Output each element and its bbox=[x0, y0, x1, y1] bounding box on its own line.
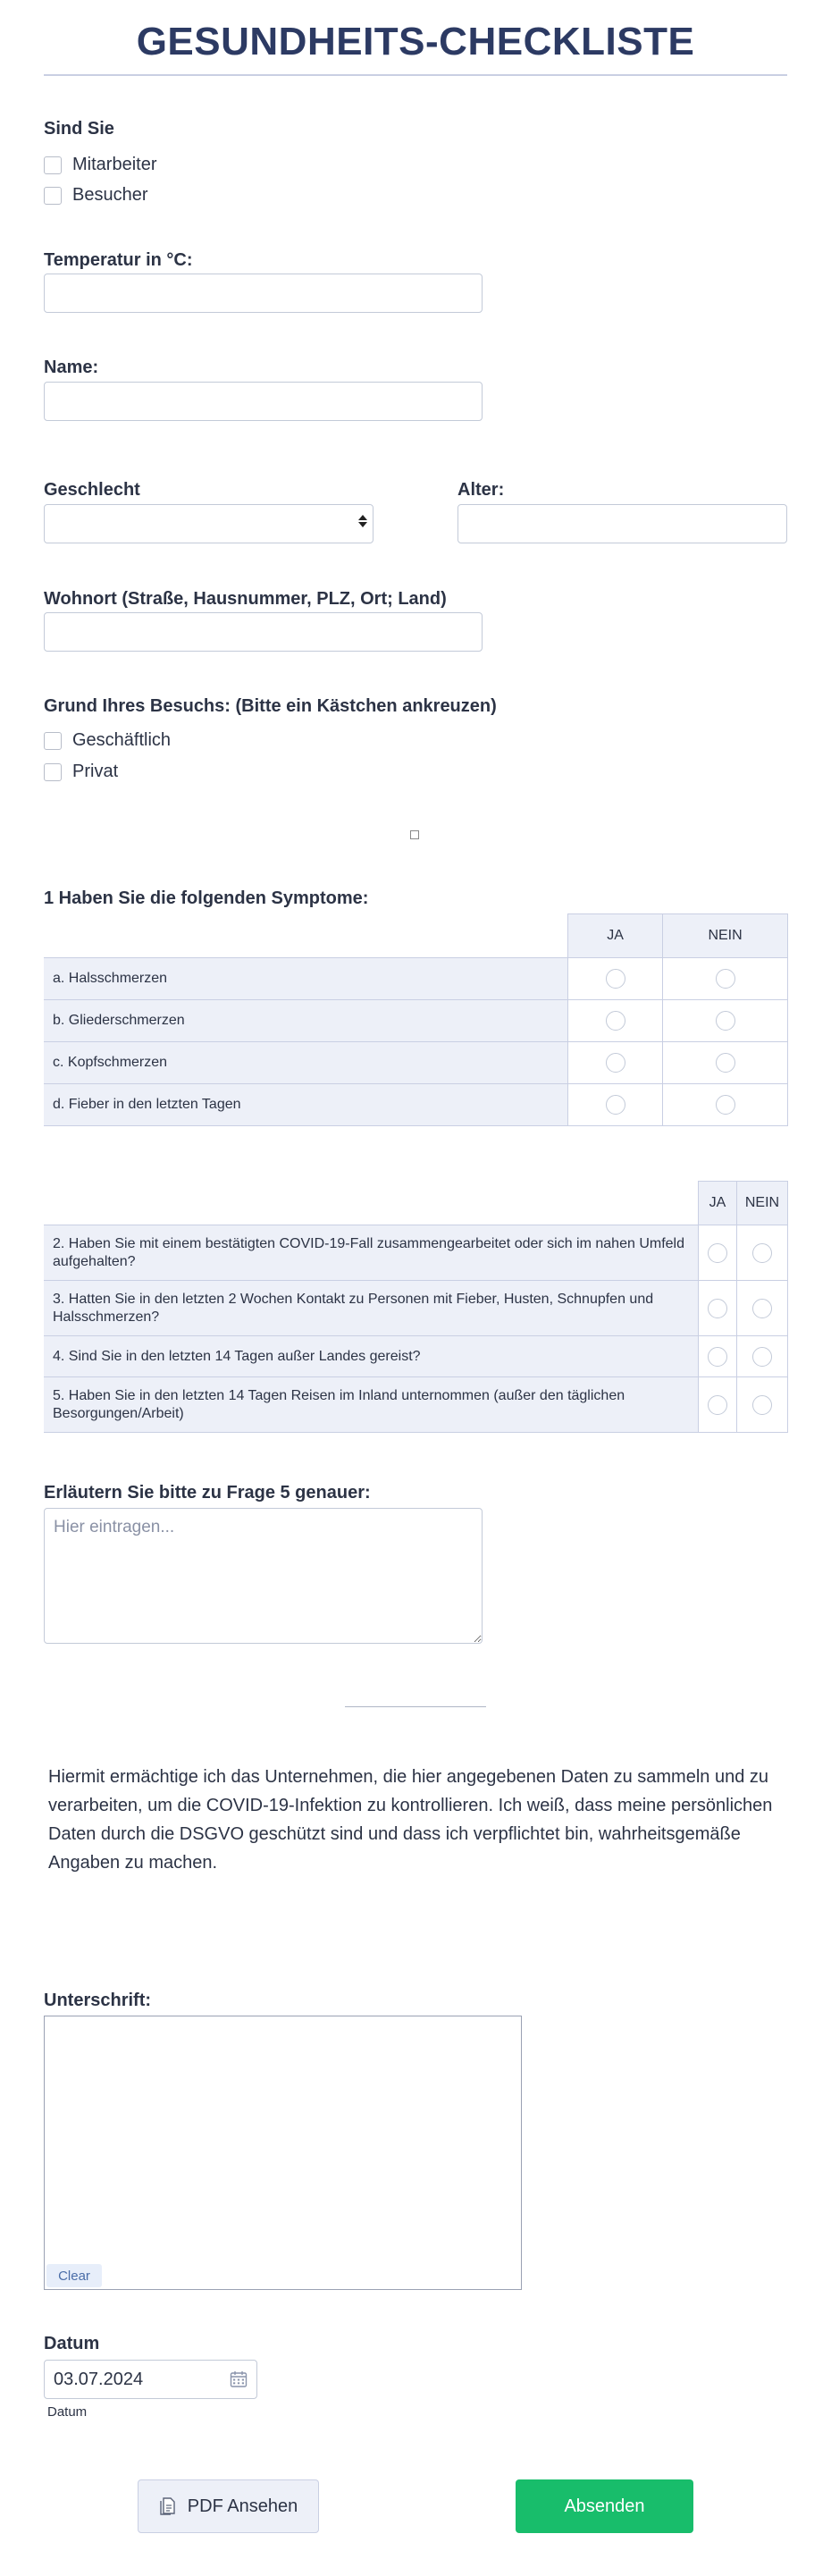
row-label: 4. Sind Sie in den letzten 14 Tagen außer Landes gereist? bbox=[44, 1336, 699, 1377]
pdf-view-button[interactable] bbox=[138, 2479, 319, 2533]
explain-label: Erläutern Sie bitte zu Frage 5 genauer: bbox=[44, 1483, 371, 1503]
option-besucher[interactable] bbox=[44, 185, 148, 206]
temperature-input[interactable] bbox=[44, 274, 483, 313]
checkbox-mitarbeiter[interactable] bbox=[44, 156, 62, 174]
column-header-ja: JA bbox=[568, 914, 663, 958]
option-mitarbeiter-label: Mitarbeiter bbox=[72, 155, 157, 174]
column-header-nein: NEIN bbox=[737, 1182, 788, 1225]
radio-nein[interactable] bbox=[716, 969, 735, 989]
row-label: d. Fieber in den letzten Tagen bbox=[44, 1084, 568, 1126]
reason-label: Grund Ihres Besuchs: (Bitte ein Kästchen ankreuzen) bbox=[44, 696, 497, 716]
radio-ja[interactable] bbox=[708, 1243, 727, 1263]
row-label: b. Gliederschmerzen bbox=[44, 1000, 568, 1042]
matrix-corner bbox=[44, 1182, 699, 1225]
radio-nein[interactable] bbox=[716, 1095, 735, 1115]
matrix-header-row bbox=[44, 1182, 788, 1225]
column-header-ja: JA bbox=[699, 1182, 737, 1225]
signature-label: Unterschrift: bbox=[44, 1991, 152, 2010]
table-row bbox=[44, 1000, 788, 1042]
radio-nein[interactable] bbox=[716, 1053, 735, 1073]
address-label: Wohnort (Straße, Hausnummer, PLZ, Ort; Land) bbox=[44, 589, 447, 609]
option-privat[interactable] bbox=[44, 762, 118, 782]
option-geschaeftlich[interactable] bbox=[44, 730, 171, 751]
radio-ja[interactable] bbox=[606, 1053, 625, 1073]
table-row bbox=[44, 1281, 788, 1336]
row-label: 3. Hatten Sie in den letzten 2 Wochen Kontakt zu Personen mit Fieber, Husten, Schnupfen und Halsschmerzen? bbox=[44, 1281, 699, 1336]
radio-ja[interactable] bbox=[606, 1095, 625, 1115]
age-input[interactable] bbox=[457, 504, 787, 543]
table-row bbox=[44, 1042, 788, 1084]
radio-nein[interactable] bbox=[752, 1243, 772, 1263]
row-label: 2. Haben Sie mit einem bestätigten COVID-19-Fall zusammengearbeitet oder sich im nahen Umfeld aufgehalten? bbox=[44, 1225, 699, 1281]
matrix-corner bbox=[44, 914, 568, 958]
row-label: 5. Haben Sie in den letzten 14 Tagen Reisen im Inland unternommen (außer den täglichen Besorgungen/Arbeit) bbox=[44, 1377, 699, 1433]
checkbox-privat[interactable] bbox=[44, 763, 62, 781]
who-label: Sind Sie bbox=[44, 119, 114, 139]
signature-pad[interactable] bbox=[44, 2016, 522, 2290]
radio-nein[interactable] bbox=[752, 1395, 772, 1415]
date-sublabel: Datum bbox=[47, 2404, 88, 2420]
radio-ja[interactable] bbox=[708, 1347, 727, 1367]
radio-ja[interactable] bbox=[606, 1011, 625, 1031]
row-label: a. Halsschmerzen bbox=[44, 958, 568, 1000]
column-header-nein: NEIN bbox=[663, 914, 788, 958]
radio-nein[interactable] bbox=[752, 1347, 772, 1367]
table-row bbox=[44, 958, 788, 1000]
option-geschaeftlich-label: Geschäftlich bbox=[72, 730, 172, 750]
calendar-icon[interactable] bbox=[230, 2370, 248, 2388]
explain-textarea[interactable] bbox=[44, 1508, 483, 1644]
temperature-label: Temperatur in °C: bbox=[44, 250, 193, 270]
name-input[interactable] bbox=[44, 382, 483, 421]
date-input[interactable] bbox=[44, 2360, 257, 2399]
age-label: Alter: bbox=[457, 480, 505, 500]
matrix-header-row bbox=[44, 914, 788, 958]
table-row bbox=[44, 1377, 788, 1433]
symptoms-matrix bbox=[44, 913, 788, 1126]
title-divider bbox=[44, 74, 787, 76]
questions-matrix bbox=[44, 1181, 788, 1433]
date-label: Datum bbox=[44, 2334, 100, 2353]
radio-nein[interactable] bbox=[752, 1299, 772, 1318]
checkbox-geschaeftlich[interactable] bbox=[44, 732, 62, 750]
symptoms-label: 1 Haben Sie die folgenden Symptome: bbox=[44, 888, 369, 908]
table-row bbox=[44, 1336, 788, 1377]
date-value: 03.07.2024 bbox=[54, 2369, 144, 2389]
radio-ja[interactable] bbox=[708, 1395, 727, 1415]
gender-select[interactable] bbox=[44, 504, 374, 543]
pdf-view-label: PDF Ansehen bbox=[187, 2496, 298, 2516]
radio-ja[interactable] bbox=[708, 1299, 727, 1318]
radio-ja[interactable] bbox=[606, 969, 625, 989]
radio-nein[interactable] bbox=[716, 1011, 735, 1031]
gender-label: Geschlecht bbox=[44, 480, 140, 500]
option-besucher-label: Besucher bbox=[72, 185, 148, 205]
select-arrows-icon bbox=[358, 513, 367, 535]
table-row bbox=[44, 1225, 788, 1281]
form-title: GESUNDHEITS-CHECKLISTE bbox=[136, 20, 695, 63]
submit-button[interactable]: Absenden bbox=[516, 2479, 693, 2533]
consent-text: Hiermit ermächtige ich das Unternehmen, die hier angegebenen Daten zu sammeln und zu verarbeiten, um die COVID-19-Infektion zu kontrollieren. Ich weiß, dass meine persönlichen Daten durch die DSGVO geschützt sind und dass ich verpflichtet bin, wahrheitsgemäße Angaben zu machen. bbox=[48, 1767, 773, 1873]
row-label: c. Kopfschmerzen bbox=[44, 1042, 568, 1084]
checkbox-besucher[interactable] bbox=[44, 187, 62, 205]
clear-signature-button[interactable]: Clear bbox=[46, 2264, 102, 2287]
section-divider bbox=[345, 1706, 486, 1707]
address-input[interactable] bbox=[44, 612, 483, 652]
placeholder-square bbox=[410, 830, 419, 839]
name-label: Name: bbox=[44, 358, 99, 377]
table-row bbox=[44, 1084, 788, 1126]
option-privat-label: Privat bbox=[72, 762, 119, 781]
option-mitarbeiter[interactable] bbox=[44, 155, 156, 175]
document-icon bbox=[159, 2496, 177, 2516]
